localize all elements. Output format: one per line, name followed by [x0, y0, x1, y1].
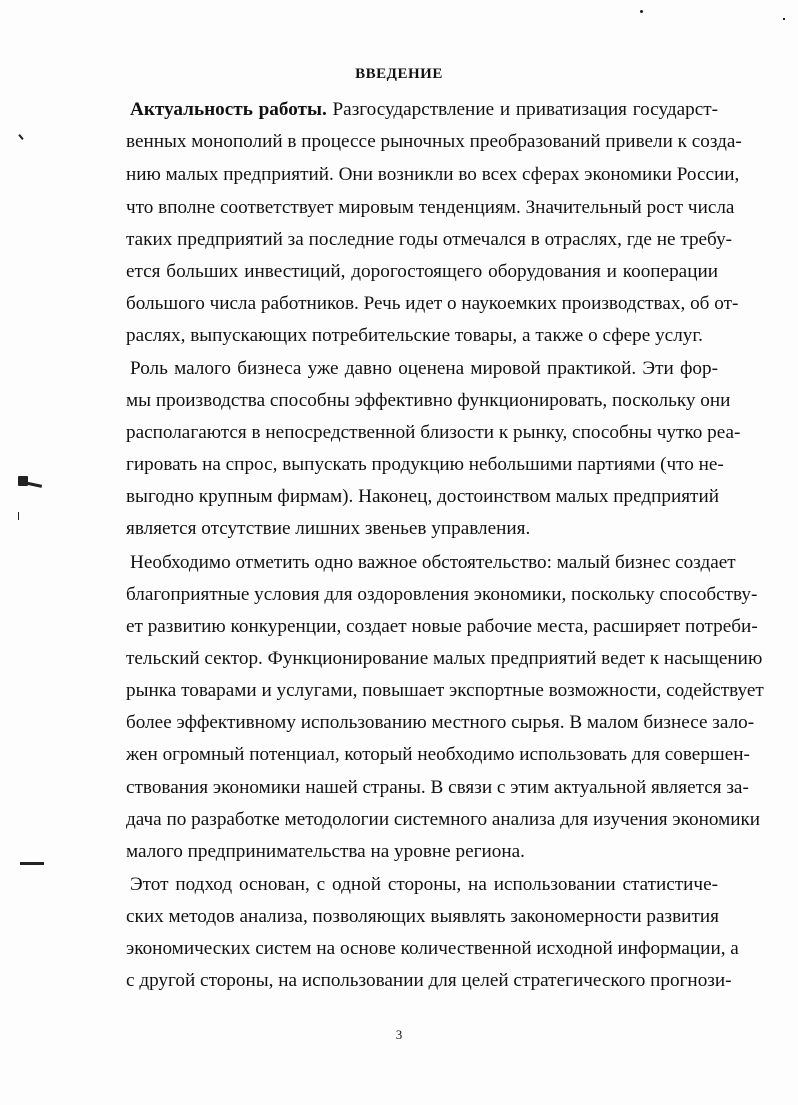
scan-mark	[20, 862, 44, 865]
paragraph-line: что вполне соответствует мировым тенденциям. Значительный рост числа	[126, 197, 735, 218]
paragraph-line: малого предпринимательства на уровне региона.	[126, 841, 525, 862]
paragraph-line: Роль малого бизнеса уже давно оценена мировой практикой. Эти фор-	[130, 358, 718, 379]
paragraph-line: Необходимо отметить одно важное обстоятельство: малый бизнес создает	[130, 552, 736, 573]
paragraph-line: нию малых предприятий. Они возникли во всех сферах экономики России,	[126, 164, 740, 185]
paragraph-line: дача по разработке методологии системного анализа для изучения экономики	[126, 809, 761, 830]
paragraph-line: благоприятные условия для оздоровления экономики, поскольку способству-	[126, 584, 758, 605]
lead-phrase: Актуальность работы.	[130, 99, 327, 120]
scan-mark	[640, 10, 643, 13]
paragraph-line: тельский сектор. Функционирование малых предприятий ведет к насыщению	[126, 648, 763, 669]
paragraph-line: мы производства способны эффективно функционировать, поскольку они	[126, 390, 731, 411]
paragraph-line: выгодно крупным фирмам). Наконец, достоинством малых предприятий	[126, 486, 719, 507]
scan-mark	[18, 134, 23, 140]
paragraph-line	[130, 98, 718, 122]
paragraph-line: экономических систем на основе количественной исходной информации, а	[126, 938, 739, 959]
scan-mark	[24, 481, 42, 488]
paragraph-line: располагаются в непосредственной близости к рынку, способны чутко реа-	[126, 422, 741, 443]
paragraph-line: ет развитию конкуренции, создает новые рабочие места, расширяет потреби-	[126, 616, 758, 637]
scan-mark	[18, 512, 19, 520]
paragraph-line: рынка товарами и услугами, повышает экспортные возможности, содействует	[126, 680, 764, 701]
page-number: 3	[395, 1027, 403, 1042]
paragraph-line: таких предприятий за последние годы отмечался в отраслях, где не требу-	[126, 229, 733, 250]
section-heading: ВВЕДЕНИЕ	[355, 66, 443, 82]
paragraph-line: Этот подход основан, с одной стороны, на использовании статистиче-	[130, 874, 718, 895]
scan-mark	[783, 18, 785, 20]
paragraph-line: гировать на спрос, выпускать продукцию небольшими партиями (что не-	[126, 454, 724, 475]
paragraph-line: ствования экономики нашей страны. В связи с этим актуальной является за-	[126, 777, 749, 798]
paragraph-line: большого числа работников. Речь идет о наукоемких производствах, об от-	[126, 293, 739, 314]
line-text: Разгосударствление и приватизация государст-	[326, 99, 718, 120]
paragraph-line: ских методов анализа, позволяющих выявлять закономерности развития	[126, 906, 719, 927]
paragraph-line: ется больших инвестиций, дорогостоящего оборудования и кооперации	[126, 261, 718, 282]
paragraph-line: раслях, выпускающих потребительские товары, а также о сфере услуг.	[126, 325, 703, 346]
paragraph-line: жен огромный потенциал, который необходимо использовать для совершен-	[126, 744, 750, 765]
paragraph-line: является отсутствие лишних звеньев управления.	[126, 518, 531, 539]
paragraph-line: более эффективному использованию местного сырья. В малом бизнесе зало-	[126, 712, 755, 733]
paragraph-line: венных монополий в процессе рыночных преобразований привели к созда-	[126, 131, 742, 152]
paragraph-line: с другой стороны, на использовании для целей стратегического прогнози-	[126, 970, 732, 991]
